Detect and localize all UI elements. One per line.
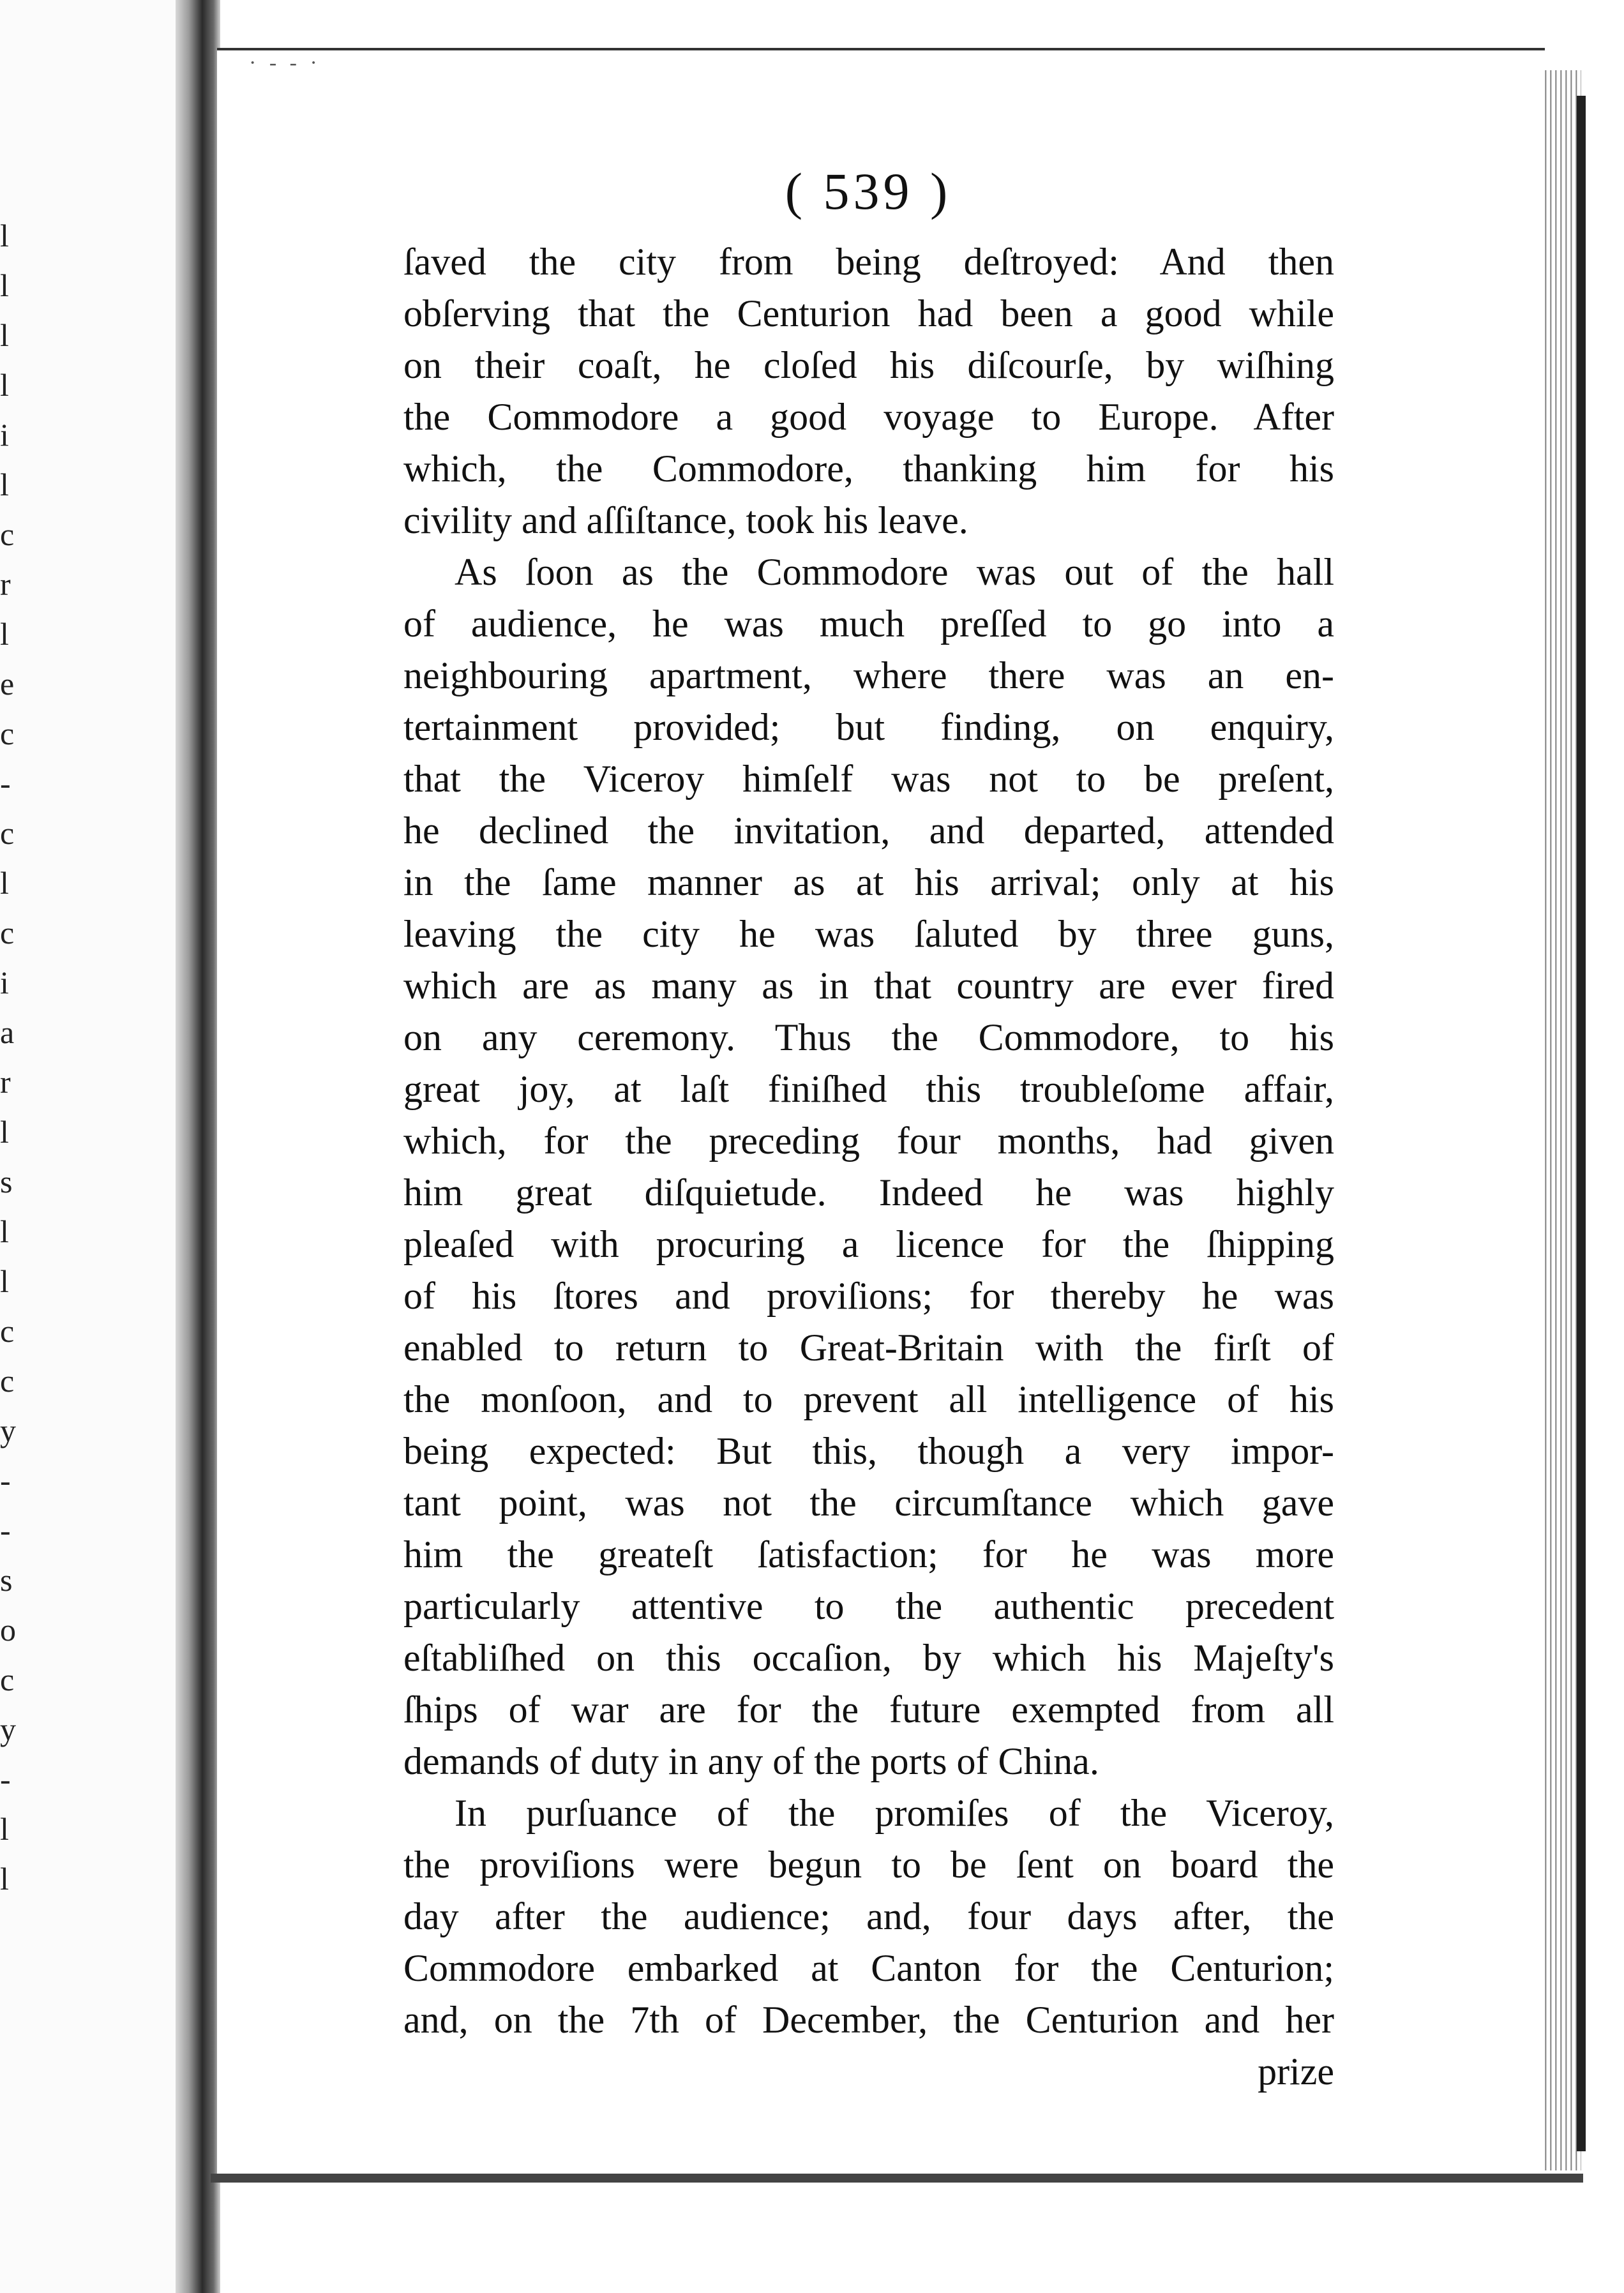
margin-letter: c [0,815,15,851]
margin-letter: s [0,1164,13,1199]
text-line: tertainment provided; but finding, on enquiry, [403,706,1334,748]
adjacent-left-page [0,0,179,2293]
margin-letter: l [0,865,9,901]
text-line: of audience, he was much preſſed to go into a [403,603,1334,645]
margin-letter: - [0,1512,11,1548]
text-line: on any ceremony. Thus the Commodore, to his [403,1016,1334,1058]
margin-letter: c [0,1363,15,1399]
text-line: ſaved the city from being deſtroyed: And then [403,241,1334,283]
text-line: enabled to return to Great-Britain with the firſt of [403,1327,1334,1369]
text-line: demands of duty in any of the ports of China. [403,1740,1099,1782]
text-line: on their coaſt, he cloſed his diſcourſe, by wiſhing [403,344,1334,386]
text-line: As ſoon as the Commodore was out of the hall [455,551,1334,593]
margin-letter: l [0,1214,9,1249]
margin-letter: - [0,765,11,801]
text-line: in the ſame manner as at his arrival; only at his [403,861,1334,903]
text-line: obſerving that the Centurion had been a good while [403,292,1334,335]
text-line: that the Viceroy himſelf was not to be preſent, [403,758,1334,800]
text-line: tant point, was not the circumſtance which gave [403,1482,1334,1524]
margin-letter: l [0,317,9,353]
margin-letter: l [0,1263,9,1299]
text-line: and, on the 7th of December, the Centurion and her [403,1999,1334,2041]
text-line: In purſuance of the promiſes of the Viceroy, [455,1792,1334,1834]
text-line: of his ſtores and proviſions; for thereby he was [403,1275,1334,1317]
text-line: pleaſed with procuring a licence for the ſhipping [403,1223,1334,1265]
text-line: Commodore embarked at Canton for the Centurion; [403,1947,1334,1989]
margin-letter: - [0,1462,11,1498]
margin-letter: l [0,1861,9,1897]
margin-letter: a [0,1014,15,1050]
page-edge-shadow [1577,96,1586,2151]
margin-letter: o [0,1612,16,1648]
margin-letter: l [0,218,9,253]
margin-letter: i [0,417,9,453]
margin-letter: l [0,267,9,303]
margin-letter: y [0,1711,16,1747]
text-line: the proviſions were begun to be ſent on board the [403,1844,1334,1886]
margin-letter: y [0,1413,16,1448]
margin-letter: i [0,965,9,1000]
margin-letter: r [0,566,11,602]
text-line: eſtabliſhed on this occaſion, by which his Majeſty's [403,1637,1334,1679]
margin-letter: s [0,1562,13,1598]
body-text [403,236,1334,2098]
text-line: him the greateſt ſatisfaction; for he was more [403,1533,1334,1575]
margin-letter: c [0,1313,15,1349]
text-line: which are as many as in that country are ever fired [403,965,1334,1007]
text-line: great joy, at laſt finiſhed this troubleſome affair, [403,1068,1334,1110]
text-line: the monſoon, and to prevent all intelligence of his [403,1378,1334,1420]
margin-letter: c [0,716,15,751]
text-line: ſhips of war are for the future exempted from all [403,1688,1334,1731]
page-edges [1542,70,1581,2170]
text-line: day after the audience; and, four days after, the [403,1895,1334,1937]
text-line: civility and aſſiſtance, took his leave. [403,499,968,541]
page-number: ( 539 ) [785,162,952,220]
margin-letter: l [0,616,9,652]
text-line: which, for the preceding four months, had given [403,1120,1334,1162]
adjacent-page-margin-letters [0,211,19,1904]
margin-letter: - [0,1761,11,1797]
text-line: prize [1258,2050,1334,2093]
margin-letter: c [0,915,15,951]
text-line: the Commodore a good voyage to Europe. After [403,396,1334,438]
margin-letter: c [0,1662,15,1697]
margin-letter: l [0,1114,9,1150]
text-line: which, the Commodore, thanking him for his [403,447,1334,490]
header-scribble: · - - · [249,51,321,75]
text-line: he declined the invitation, and departed, attended [403,809,1334,852]
text-line: particularly attentive to the authentic precedent [403,1585,1334,1627]
margin-letter: r [0,1064,11,1100]
margin-letter: l [0,1811,9,1847]
margin-letter: l [0,467,9,502]
margin-letter: e [0,666,15,702]
margin-letter: l [0,367,9,403]
text-line: neighbouring apartment, where there was an en- [403,654,1334,696]
text-line: leaving the city he was ſaluted by three guns, [403,913,1334,955]
book-gutter [176,0,220,2293]
page-bottom-shadow [211,2174,1583,2183]
text-line: being expected: But this, though a very impor- [403,1430,1334,1472]
text-line: him great diſquietude. Indeed he was highly [403,1171,1334,1214]
margin-letter: c [0,516,15,552]
